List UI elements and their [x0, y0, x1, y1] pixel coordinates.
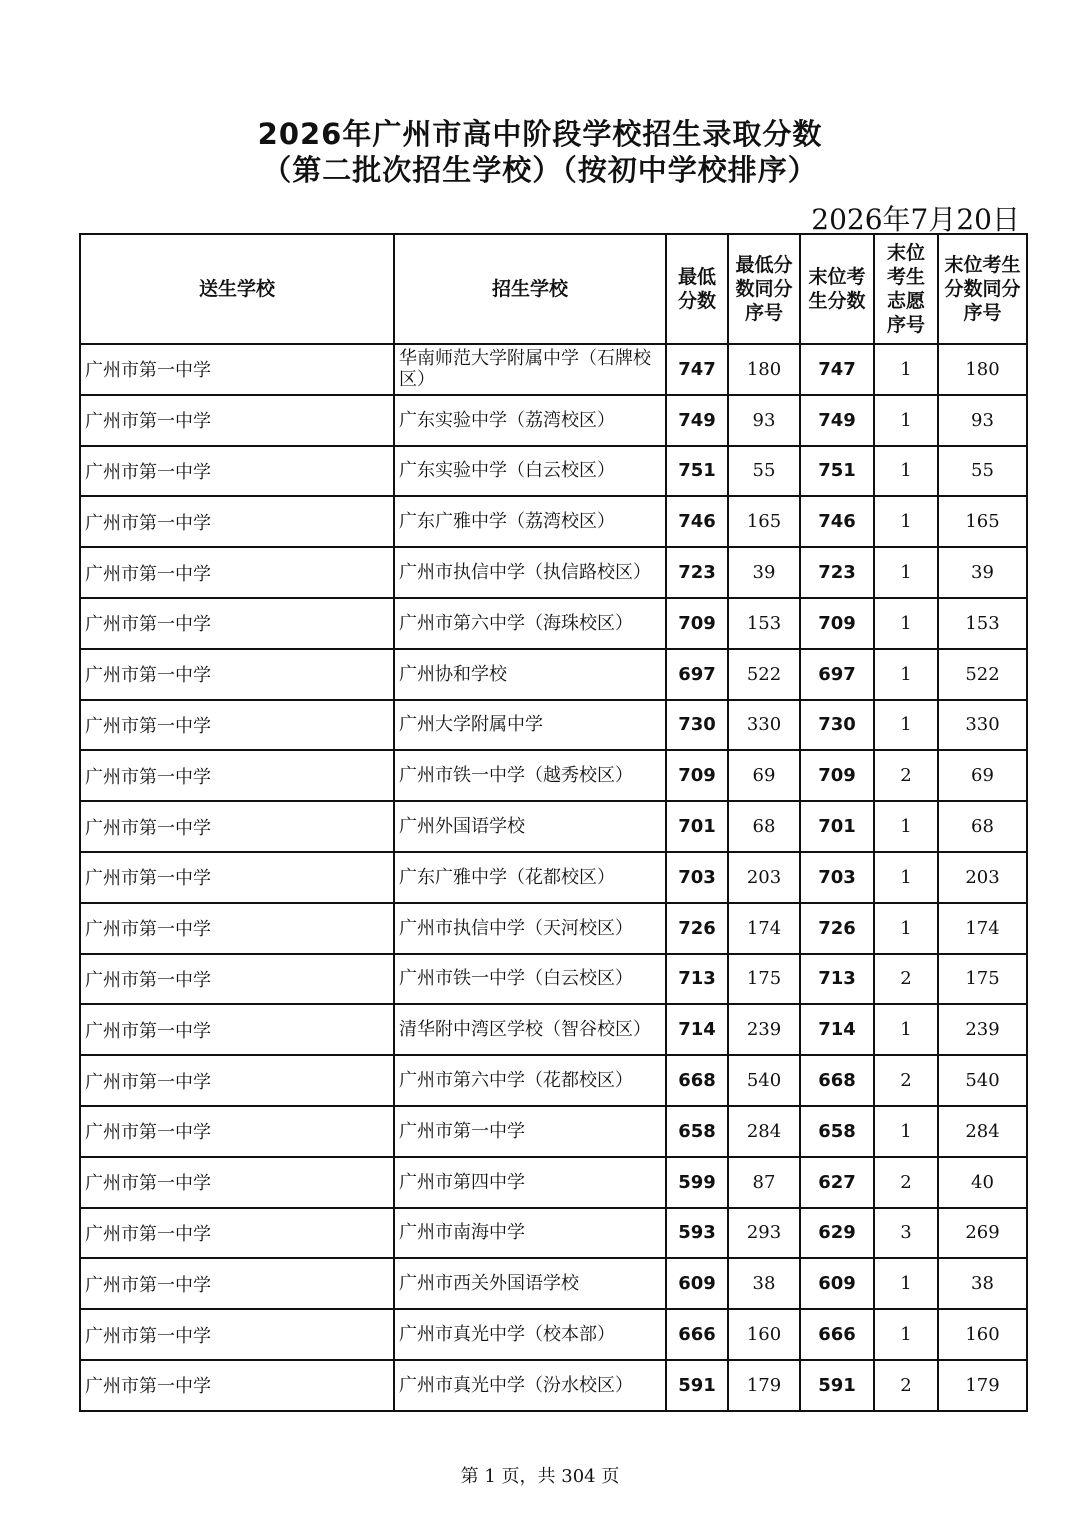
sending-school-cell: 广州市第一中学 — [80, 750, 394, 801]
table-row — [80, 954, 1027, 1005]
last-choice-order-cell: 2 — [874, 750, 938, 801]
sending-school-cell: 广州市第一中学 — [80, 1055, 394, 1106]
min-score-cell: 701 — [666, 801, 728, 852]
last-score-rank-cell: 153 — [938, 598, 1027, 649]
last-choice-order-cell: 1 — [874, 395, 938, 446]
table-row — [80, 1208, 1027, 1259]
last-score-rank-cell: 38 — [938, 1258, 1027, 1309]
min-score-rank-cell: 175 — [728, 954, 800, 1005]
column-header: 送生学校 — [80, 234, 394, 344]
last-score-cell: 709 — [800, 598, 874, 649]
admission-score-table — [79, 233, 1028, 1412]
min-score-cell: 713 — [666, 954, 728, 1005]
sending-school-cell: 广州市第一中学 — [80, 649, 394, 700]
min-score-cell: 666 — [666, 1309, 728, 1360]
min-score-rank-cell: 180 — [728, 344, 800, 395]
last-score-rank-cell: 40 — [938, 1157, 1027, 1208]
last-score-cell: 591 — [800, 1360, 874, 1411]
admitting-school-cell: 广州大学附属中学 — [394, 700, 666, 751]
last-score-cell: 726 — [800, 903, 874, 954]
last-score-rank-cell: 269 — [938, 1208, 1027, 1259]
admitting-school-cell: 清华附中湾区学校（智谷校区） — [394, 1004, 666, 1055]
admitting-school-cell: 广州市南海中学 — [394, 1208, 666, 1259]
table-row — [80, 1258, 1027, 1309]
table-body — [80, 344, 1027, 1411]
admitting-school-cell: 华南师范大学附属中学（石牌校区） — [394, 344, 666, 395]
table-row — [80, 1055, 1027, 1106]
last-score-rank-cell: 39 — [938, 547, 1027, 598]
table-row — [80, 649, 1027, 700]
sending-school-cell: 广州市第一中学 — [80, 344, 394, 395]
last-score-cell: 751 — [800, 446, 874, 497]
last-choice-order-cell: 1 — [874, 1309, 938, 1360]
min-score-cell: 723 — [666, 547, 728, 598]
admitting-school-cell: 广州市第四中学 — [394, 1157, 666, 1208]
sending-school-cell: 广州市第一中学 — [80, 954, 394, 1005]
last-choice-order-cell: 1 — [874, 1258, 938, 1309]
table-row — [80, 1157, 1027, 1208]
min-score-cell: 714 — [666, 1004, 728, 1055]
admitting-school-cell: 广州市第六中学（海珠校区） — [394, 598, 666, 649]
last-score-rank-cell: 284 — [938, 1106, 1027, 1157]
last-choice-order-cell: 1 — [874, 1106, 938, 1157]
sending-school-cell: 广州市第一中学 — [80, 852, 394, 903]
min-score-rank-cell: 69 — [728, 750, 800, 801]
min-score-rank-cell: 540 — [728, 1055, 800, 1106]
last-choice-order-cell: 2 — [874, 1055, 938, 1106]
last-choice-order-cell: 1 — [874, 446, 938, 497]
min-score-cell: 751 — [666, 446, 728, 497]
report-date: 2026年7月20日 — [811, 203, 1020, 236]
min-score-cell: 749 — [666, 395, 728, 446]
last-choice-order-cell: 1 — [874, 801, 938, 852]
admitting-school-cell: 广东实验中学（荔湾校区） — [394, 395, 666, 446]
sending-school-cell: 广州市第一中学 — [80, 1360, 394, 1411]
min-score-rank-cell: 160 — [728, 1309, 800, 1360]
min-score-cell: 747 — [666, 344, 728, 395]
last-score-rank-cell: 93 — [938, 395, 1027, 446]
last-choice-order-cell: 1 — [874, 598, 938, 649]
sending-school-cell: 广州市第一中学 — [80, 1309, 394, 1360]
last-score-cell: 749 — [800, 395, 874, 446]
sending-school-cell: 广州市第一中学 — [80, 1106, 394, 1157]
min-score-cell: 599 — [666, 1157, 728, 1208]
min-score-cell: 593 — [666, 1208, 728, 1259]
min-score-rank-cell: 239 — [728, 1004, 800, 1055]
last-choice-order-cell: 1 — [874, 852, 938, 903]
admitting-school-cell: 广东实验中学（白云校区） — [394, 446, 666, 497]
min-score-cell: 591 — [666, 1360, 728, 1411]
min-score-rank-cell: 55 — [728, 446, 800, 497]
sending-school-cell: 广州市第一中学 — [80, 496, 394, 547]
sending-school-cell: 广州市第一中学 — [80, 598, 394, 649]
sending-school-cell: 广州市第一中学 — [80, 1004, 394, 1055]
sending-school-cell: 广州市第一中学 — [80, 903, 394, 954]
table-row — [80, 1106, 1027, 1157]
last-score-rank-cell: 179 — [938, 1360, 1027, 1411]
min-score-rank-cell: 293 — [728, 1208, 800, 1259]
table-row — [80, 547, 1027, 598]
last-score-rank-cell: 68 — [938, 801, 1027, 852]
last-score-cell: 697 — [800, 649, 874, 700]
admitting-school-cell: 广州市铁一中学（越秀校区） — [394, 750, 666, 801]
admitting-school-cell: 广州市真光中学（汾水校区） — [394, 1360, 666, 1411]
last-choice-order-cell: 1 — [874, 547, 938, 598]
min-score-rank-cell: 165 — [728, 496, 800, 547]
page-title: 2026年广州市高中阶段学校招生录取分数 — [257, 117, 823, 151]
last-score-rank-cell: 160 — [938, 1309, 1027, 1360]
last-score-cell: 629 — [800, 1208, 874, 1259]
last-choice-order-cell: 1 — [874, 496, 938, 547]
last-score-cell: 746 — [800, 496, 874, 547]
min-score-cell: 609 — [666, 1258, 728, 1309]
last-score-rank-cell: 330 — [938, 700, 1027, 751]
last-score-cell: 609 — [800, 1258, 874, 1309]
table-header-row — [80, 234, 1027, 344]
admitting-school-cell: 广东广雅中学（花都校区） — [394, 852, 666, 903]
admitting-school-cell: 广州市第一中学 — [394, 1106, 666, 1157]
sending-school-cell: 广州市第一中学 — [80, 547, 394, 598]
table-row — [80, 1004, 1027, 1055]
last-choice-order-cell: 3 — [874, 1208, 938, 1259]
admitting-school-cell: 广州市第六中学（花都校区） — [394, 1055, 666, 1106]
table-row — [80, 1309, 1027, 1360]
min-score-rank-cell: 39 — [728, 547, 800, 598]
column-header: 末位考 生分数 — [800, 234, 874, 344]
last-choice-order-cell: 2 — [874, 1360, 938, 1411]
last-score-cell: 627 — [800, 1157, 874, 1208]
last-choice-order-cell: 1 — [874, 1004, 938, 1055]
last-score-rank-cell: 180 — [938, 344, 1027, 395]
min-score-rank-cell: 68 — [728, 801, 800, 852]
admitting-school-cell: 广州外国语学校 — [394, 801, 666, 852]
last-score-rank-cell: 239 — [938, 1004, 1027, 1055]
table-row — [80, 598, 1027, 649]
last-score-rank-cell: 165 — [938, 496, 1027, 547]
min-score-rank-cell: 203 — [728, 852, 800, 903]
last-score-rank-cell: 55 — [938, 446, 1027, 497]
sending-school-cell: 广州市第一中学 — [80, 446, 394, 497]
admitting-school-cell: 广州市铁一中学（白云校区） — [394, 954, 666, 1005]
last-score-rank-cell: 522 — [938, 649, 1027, 700]
last-score-cell: 714 — [800, 1004, 874, 1055]
table-row — [80, 852, 1027, 903]
table-row — [80, 496, 1027, 547]
sending-school-cell: 广州市第一中学 — [80, 1258, 394, 1309]
min-score-rank-cell: 179 — [728, 1360, 800, 1411]
last-score-cell: 713 — [800, 954, 874, 1005]
last-score-cell: 658 — [800, 1106, 874, 1157]
min-score-rank-cell: 153 — [728, 598, 800, 649]
min-score-rank-cell: 522 — [728, 649, 800, 700]
last-choice-order-cell: 1 — [874, 649, 938, 700]
min-score-cell: 668 — [666, 1055, 728, 1106]
last-choice-order-cell: 1 — [874, 700, 938, 751]
last-score-cell: 723 — [800, 547, 874, 598]
last-score-cell: 668 — [800, 1055, 874, 1106]
min-score-cell: 709 — [666, 750, 728, 801]
column-header: 末位考生 分数同分 序号 — [938, 234, 1027, 344]
min-score-cell: 730 — [666, 700, 728, 751]
table-row — [80, 903, 1027, 954]
min-score-cell: 746 — [666, 496, 728, 547]
last-choice-order-cell: 1 — [874, 344, 938, 395]
admitting-school-cell: 广州市真光中学（校本部） — [394, 1309, 666, 1360]
min-score-rank-cell: 284 — [728, 1106, 800, 1157]
admitting-school-cell: 广东广雅中学（荔湾校区） — [394, 496, 666, 547]
sending-school-cell: 广州市第一中学 — [80, 1157, 394, 1208]
column-header: 末位 考生 志愿 序号 — [874, 234, 938, 344]
min-score-rank-cell: 174 — [728, 903, 800, 954]
admitting-school-cell: 广州市西关外国语学校 — [394, 1258, 666, 1309]
min-score-cell: 726 — [666, 903, 728, 954]
page-subtitle: （第二批次招生学校）（按初中学校排序） — [262, 153, 818, 187]
table-row — [80, 750, 1027, 801]
last-score-rank-cell: 203 — [938, 852, 1027, 903]
sending-school-cell: 广州市第一中学 — [80, 395, 394, 446]
last-score-rank-cell: 540 — [938, 1055, 1027, 1106]
table-row — [80, 446, 1027, 497]
min-score-cell: 703 — [666, 852, 728, 903]
min-score-rank-cell: 93 — [728, 395, 800, 446]
last-choice-order-cell: 2 — [874, 1157, 938, 1208]
last-score-rank-cell: 69 — [938, 750, 1027, 801]
table-row — [80, 395, 1027, 446]
last-score-cell: 747 — [800, 344, 874, 395]
last-choice-order-cell: 2 — [874, 954, 938, 1005]
column-header: 招生学校 — [394, 234, 666, 344]
table-row — [80, 344, 1027, 395]
min-score-rank-cell: 330 — [728, 700, 800, 751]
last-score-cell: 709 — [800, 750, 874, 801]
last-score-cell: 701 — [800, 801, 874, 852]
min-score-rank-cell: 38 — [728, 1258, 800, 1309]
page-footer: 第 1 页，共 304 页 — [460, 1466, 620, 1487]
sending-school-cell: 广州市第一中学 — [80, 801, 394, 852]
last-score-cell: 666 — [800, 1309, 874, 1360]
column-header: 最低 分数 — [666, 234, 728, 344]
min-score-cell: 697 — [666, 649, 728, 700]
last-score-rank-cell: 175 — [938, 954, 1027, 1005]
sending-school-cell: 广州市第一中学 — [80, 1208, 394, 1259]
sending-school-cell: 广州市第一中学 — [80, 700, 394, 751]
admitting-school-cell: 广州协和学校 — [394, 649, 666, 700]
min-score-cell: 658 — [666, 1106, 728, 1157]
min-score-rank-cell: 87 — [728, 1157, 800, 1208]
admitting-school-cell: 广州市执信中学（天河校区） — [394, 903, 666, 954]
min-score-cell: 709 — [666, 598, 728, 649]
table-row — [80, 801, 1027, 852]
last-score-cell: 730 — [800, 700, 874, 751]
last-score-cell: 703 — [800, 852, 874, 903]
table-row — [80, 1360, 1027, 1411]
column-header: 最低分 数同分 序号 — [728, 234, 800, 344]
admitting-school-cell: 广州市执信中学（执信路校区） — [394, 547, 666, 598]
table-row — [80, 700, 1027, 751]
last-choice-order-cell: 1 — [874, 903, 938, 954]
last-score-rank-cell: 174 — [938, 903, 1027, 954]
